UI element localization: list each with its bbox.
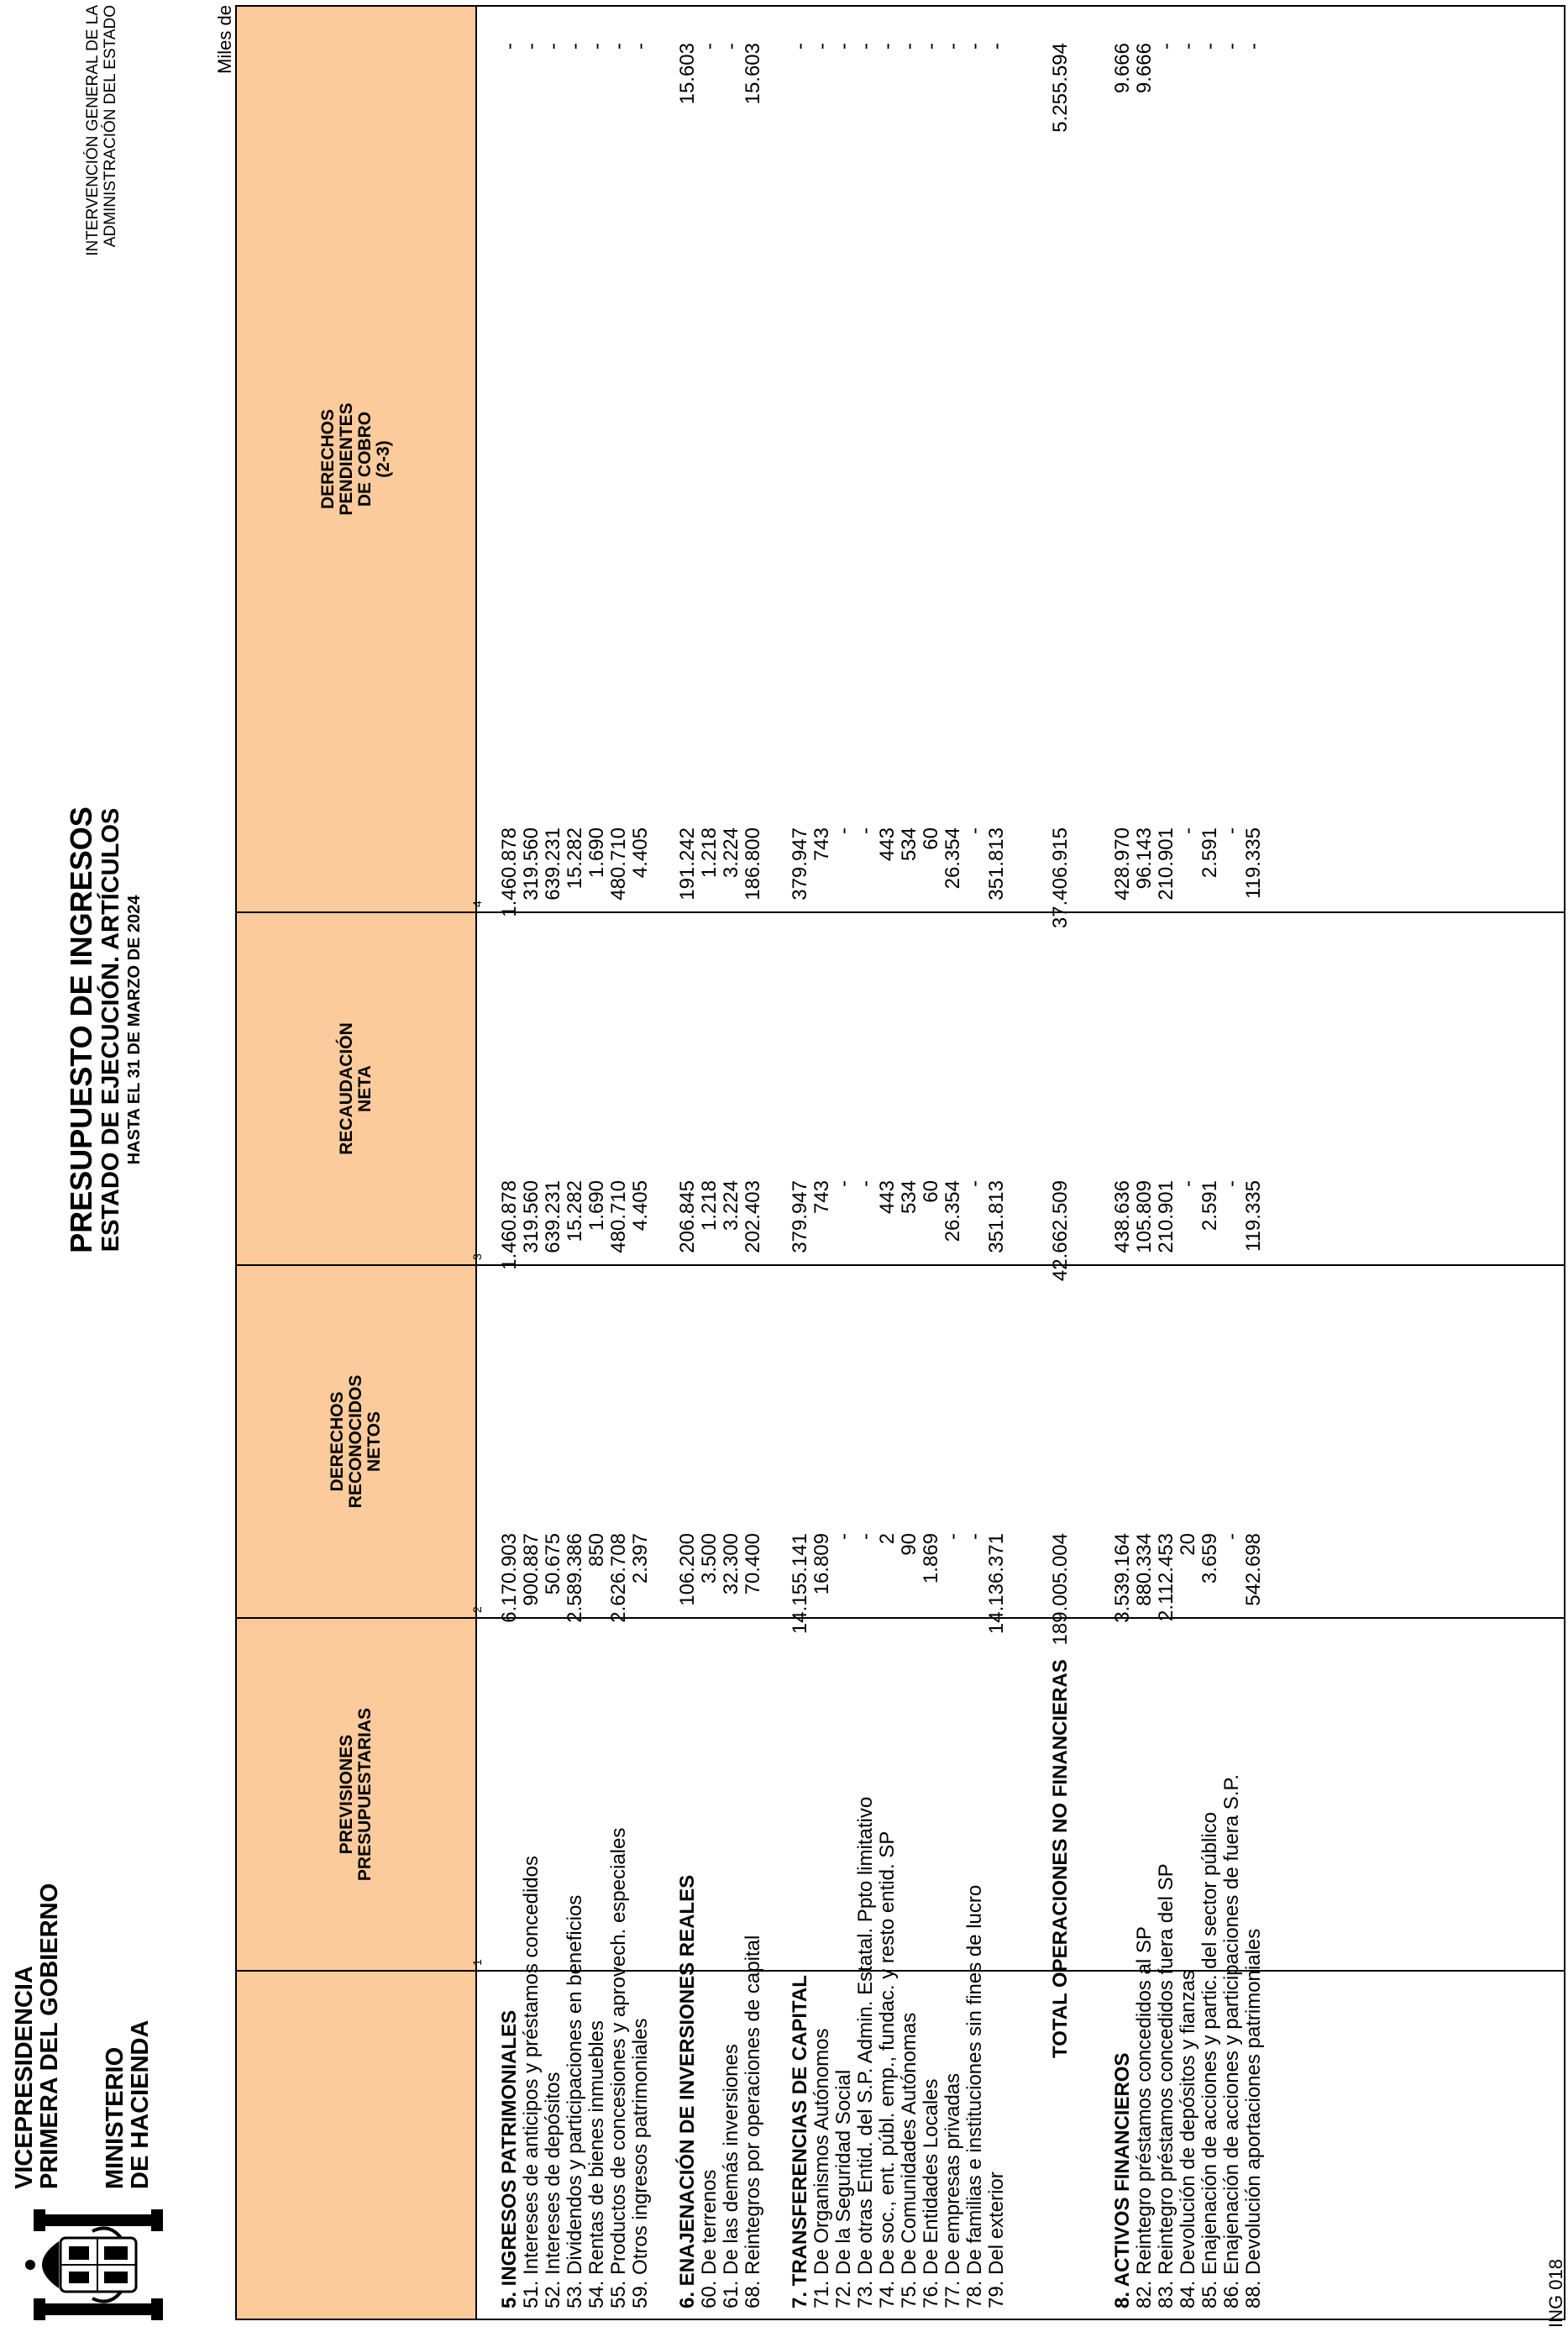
cell-value-col4: 15.603 xyxy=(676,43,699,105)
table-row xyxy=(855,7,877,2319)
row-label: 83. Reintegro préstamos concedidos fuera del SP xyxy=(1155,1863,1177,2308)
cell-value-col3: 534 xyxy=(898,827,920,862)
row-label: 6. ENAJENACIÓN DE INVERSIONES REALES xyxy=(676,1874,699,2308)
cell-value-col4: 15.603 xyxy=(742,43,764,105)
table-row xyxy=(986,7,1008,2319)
cell-value-col2: 15.282 xyxy=(564,1180,586,1242)
cell-value-col1: 2 xyxy=(876,1533,899,1545)
row-label: 8. ACTIVOS FINANCIEROS xyxy=(1111,2052,1134,2308)
table-row xyxy=(608,7,630,2319)
cell-value-col4: 5.255.594 xyxy=(1049,43,1072,133)
cell-value-col1: 70.400 xyxy=(742,1533,764,1595)
org-line1: VICEPRESIDENCIA xyxy=(11,1966,38,2189)
cell-value-col1: 3.539.164 xyxy=(1111,1533,1134,1623)
cell-value-col2: 26.354 xyxy=(941,1180,964,1242)
section-row xyxy=(789,7,811,2319)
row-label: 72. De la Seguridad Social xyxy=(832,2069,855,2308)
row-label: 60. De terrenos xyxy=(698,2169,721,2308)
cell-value-col4: - xyxy=(920,43,942,50)
column-header-label: DERECHOS RECONOCIDOS NETOS xyxy=(328,1374,384,1509)
row-label: 73. De otras Entid. del S.P. Admin. Estatal. Ppto limitativo xyxy=(854,1796,877,2308)
column-header-label: DERECHOS PENDIENTES DE COBRO (2-3) xyxy=(318,402,393,516)
cell-value-col1: 189.005.004 xyxy=(1049,1533,1072,1646)
cell-value-col1: 90 xyxy=(898,1533,920,1556)
cell-value-col1: 32.300 xyxy=(720,1533,742,1595)
cell-value-col3: - xyxy=(1220,827,1243,834)
coat-of-arms-icon xyxy=(8,2206,185,2324)
table-row xyxy=(1156,7,1177,2319)
column-number: 2 xyxy=(470,1606,484,1613)
row-label: 78. De familias e instituciones sin fines de lucro xyxy=(963,1884,986,2308)
cell-value-col3: 60 xyxy=(920,827,942,850)
column-header-3 xyxy=(237,911,477,1264)
cell-value-col2: 3.224 xyxy=(720,1180,742,1232)
row-label: 79. Del exterior xyxy=(985,2172,1008,2308)
ministry-line1: MINISTERIO xyxy=(102,2046,128,2189)
table-row xyxy=(942,7,964,2319)
cell-value-col3: 480.710 xyxy=(607,827,630,901)
cell-value-col4: - xyxy=(941,43,964,50)
table-row xyxy=(543,7,564,2319)
table-row xyxy=(564,7,586,2319)
page-subtitle: ESTADO DE EJECUCIÓN. ARTÍCULOS xyxy=(97,807,124,1253)
row-label: 76. De Entidades Locales xyxy=(920,2078,942,2308)
cell-value-col2: 480.710 xyxy=(607,1180,630,1253)
table-row xyxy=(630,7,652,2319)
cell-value-col2: 351.813 xyxy=(985,1180,1008,1253)
units-label: Miles de xyxy=(214,5,235,74)
cell-value-col4: - xyxy=(520,43,543,50)
cell-value-col3: 379.947 xyxy=(789,827,811,901)
cell-value-col4: - xyxy=(898,43,920,50)
cell-value-col1: 880.334 xyxy=(1133,1533,1156,1606)
cell-value-col4: - xyxy=(629,43,652,50)
cell-value-col2: - xyxy=(1177,1180,1199,1187)
cell-value-col1: 900.887 xyxy=(520,1533,543,1606)
cell-value-col2: 202.403 xyxy=(742,1180,764,1253)
page-title: PRESUPUESTO DE INGRESOS xyxy=(64,806,98,1253)
igae-label xyxy=(84,5,119,291)
cell-value-col3: 191.242 xyxy=(676,827,699,901)
cell-value-col4: - xyxy=(607,43,630,50)
cell-value-col3: 1.218 xyxy=(698,827,721,879)
cell-value-col2: 1.460.878 xyxy=(498,1180,521,1270)
row-label: 75. De Comunidades Autónomas xyxy=(898,2012,920,2308)
cell-value-col4: - xyxy=(498,43,521,50)
cell-value-col3: 743 xyxy=(810,827,833,862)
row-label: 74. De soc., ent. públ. emp., fundac. y resto entid. SP xyxy=(876,1830,899,2308)
cell-value-col3: 319.560 xyxy=(520,827,543,901)
row-label: 85. Enajenación de acciones y partic. del sector público xyxy=(1198,1811,1221,2308)
cell-value-col2: 639.231 xyxy=(542,1180,564,1253)
cell-value-col1: 16.809 xyxy=(810,1533,833,1595)
cell-value-col2: 206.845 xyxy=(676,1180,699,1253)
cell-value-col2: 319.560 xyxy=(520,1180,543,1253)
form-code: ING 018 xyxy=(1545,2259,1566,2328)
cell-value-col1: 2.626.708 xyxy=(607,1533,630,1623)
row-label: 5. INGRESOS PATRIMONIALES xyxy=(498,2009,521,2308)
cell-value-col2: 438.636 xyxy=(1111,1180,1134,1253)
row-label: TOTAL OPERACIONES NO FINANCIERAS xyxy=(1049,1659,1072,2058)
cell-value-col3: 639.231 xyxy=(542,827,564,901)
cell-value-col3: 26.354 xyxy=(941,827,964,890)
cell-value-col4: - xyxy=(963,43,986,50)
table-row xyxy=(1243,7,1265,2319)
cell-value-col4: - xyxy=(832,43,855,50)
cell-value-col1: 14.155.141 xyxy=(789,1533,811,1635)
cell-value-col3: 3.224 xyxy=(720,827,742,879)
cell-value-col2: - xyxy=(963,1180,986,1187)
cell-value-col4: - xyxy=(542,43,564,50)
cell-value-col3: - xyxy=(963,827,986,834)
cell-value-col3: 96.143 xyxy=(1133,827,1156,890)
row-label: 59. Otros ingresos patrimoniales xyxy=(629,2018,652,2308)
cell-value-col2: - xyxy=(832,1180,855,1187)
cell-value-col4: 9.666 xyxy=(1111,43,1134,94)
header-left xyxy=(8,1736,193,2324)
table-row xyxy=(811,7,833,2319)
cell-value-col1: - xyxy=(1220,1533,1243,1540)
cell-value-col4: - xyxy=(1177,43,1199,50)
cell-value-col3: 428.970 xyxy=(1111,827,1134,901)
table-row xyxy=(920,7,942,2319)
cell-value-col4: - xyxy=(585,43,608,50)
column-header-4 xyxy=(237,7,477,911)
table-row xyxy=(721,7,742,2319)
cell-value-col2: 42.662.509 xyxy=(1049,1180,1072,1282)
cell-value-col3: 186.800 xyxy=(742,827,764,901)
cell-value-col2: 443 xyxy=(876,1180,899,1215)
cell-value-col1: 6.170.903 xyxy=(498,1533,521,1623)
cell-value-col4: - xyxy=(876,43,899,50)
ministry-name xyxy=(102,2020,153,2189)
cell-value-col2: 743 xyxy=(810,1180,833,1215)
cell-value-col1: 2.397 xyxy=(629,1533,652,1584)
cell-value-col3: 1.460.878 xyxy=(498,827,521,917)
row-label: 84. Devolución de depósitos y fianzas xyxy=(1177,1970,1199,2308)
cell-value-col4: - xyxy=(720,43,742,50)
cell-value-col3: - xyxy=(832,827,855,834)
cell-value-col1: 3.659 xyxy=(1198,1533,1221,1584)
cell-value-col4: - xyxy=(698,43,721,50)
table-row xyxy=(833,7,855,2319)
column-header-1 xyxy=(237,1617,477,1970)
cell-value-col4: - xyxy=(854,43,877,50)
column-number: 1 xyxy=(470,1959,484,1966)
row-label: 54. Rentas de bienes inmuebles xyxy=(585,2020,608,2308)
cell-value-col2: 2.591 xyxy=(1198,1180,1221,1232)
row-label: 53. Dividendos y participaciones en beneficios xyxy=(564,1894,586,2308)
cell-value-col2: - xyxy=(854,1180,877,1187)
org-line2: PRIMERA DEL GOBIERNO xyxy=(36,1883,63,2189)
cell-value-col4: - xyxy=(810,43,833,50)
date-line: HASTA EL 31 DE MARZO DE 2024 xyxy=(125,895,144,1165)
igae-line1: INTERVENCIÓN GENERAL DE LA xyxy=(84,5,102,256)
row-label: 86. Enajenación de acciones y participaciones de fuera S.P. xyxy=(1220,1774,1243,2308)
column-number: 4 xyxy=(470,901,484,907)
row-label: 61. De las demás inversiones xyxy=(720,2044,742,2308)
section-row xyxy=(499,7,521,2319)
cell-value-col2: - xyxy=(1220,1180,1243,1187)
row-label: 51. Intereses de anticipos y préstamos concedidos xyxy=(520,1856,543,2308)
cell-value-col3: 2.591 xyxy=(1198,827,1221,879)
cell-value-col4: - xyxy=(564,43,586,50)
row-label: 71. De Organismos Autónomos xyxy=(810,2028,833,2308)
row-label: 52. Intereses de depósitos xyxy=(542,2072,564,2308)
cell-value-col3: 1.690 xyxy=(585,827,608,879)
cell-value-col4: - xyxy=(789,43,811,50)
row-label: 68. Reintegros por operaciones de capital xyxy=(742,1935,764,2308)
cell-value-col1: 20 xyxy=(1177,1533,1199,1556)
cell-value-col1: 542.698 xyxy=(1242,1533,1265,1606)
table-row xyxy=(1221,7,1243,2319)
title-block xyxy=(66,568,144,1492)
cell-value-col4: 9.666 xyxy=(1133,43,1156,94)
cell-value-col2: 4.405 xyxy=(629,1180,652,1232)
cell-value-col4: - xyxy=(1198,43,1221,50)
cell-value-col2: 1.218 xyxy=(698,1180,721,1232)
cell-value-col4: - xyxy=(1242,43,1265,50)
cell-value-col1: 3.500 xyxy=(698,1533,721,1584)
cell-value-col1: 850 xyxy=(585,1533,608,1568)
cell-value-col1: - xyxy=(832,1533,855,1540)
table-row xyxy=(1177,7,1199,2319)
cell-value-col3: 351.813 xyxy=(985,827,1008,901)
org-name xyxy=(12,1883,62,2189)
cell-value-col1: - xyxy=(941,1533,964,1540)
section-row xyxy=(677,7,699,2319)
cell-value-col3: 15.282 xyxy=(564,827,586,890)
cell-value-col3: 210.901 xyxy=(1155,827,1177,901)
column-header-label: RECAUDACIÓN NETA xyxy=(337,1022,375,1155)
table-row xyxy=(1199,7,1221,2319)
table-row xyxy=(586,7,608,2319)
cell-value-col1: - xyxy=(963,1533,986,1540)
table-row xyxy=(699,7,721,2319)
cell-value-col1: - xyxy=(854,1533,877,1540)
cell-value-col3: 4.405 xyxy=(629,827,652,879)
cell-value-col4: - xyxy=(1155,43,1177,50)
cell-value-col1: 2.589.386 xyxy=(564,1533,586,1623)
cell-value-col3: 119.335 xyxy=(1242,827,1265,899)
cell-value-col1: 14.136.371 xyxy=(985,1533,1008,1635)
cell-value-col2: 1.690 xyxy=(585,1180,608,1232)
row-label: 77. De empresas privadas xyxy=(941,2072,964,2308)
column-header-label: PREVISIONES PRESUPUESTARIAS xyxy=(337,1707,375,1882)
cell-value-col1: 2.112.453 xyxy=(1155,1533,1177,1621)
cell-value-col2: 534 xyxy=(898,1180,920,1215)
cell-value-col4: - xyxy=(1220,43,1243,50)
cell-value-col1: 106.200 xyxy=(676,1533,699,1606)
cell-value-col2: 210.901 xyxy=(1155,1180,1177,1253)
cell-value-col2: 105.809 xyxy=(1133,1180,1156,1253)
label-column-header xyxy=(237,1970,477,2319)
cell-value-col2: 119.335 xyxy=(1242,1180,1265,1252)
cell-value-col3: - xyxy=(1177,827,1199,834)
cell-value-col3: 443 xyxy=(876,827,899,862)
cell-value-col1: 1.869 xyxy=(920,1533,942,1584)
cell-value-col2: 60 xyxy=(920,1180,942,1203)
cell-value-col4: - xyxy=(985,43,1008,50)
budget-table xyxy=(235,5,1565,2320)
cell-value-col1: 50.675 xyxy=(542,1533,564,1595)
total-row xyxy=(1050,7,1072,2319)
cell-value-col3: 37.406.915 xyxy=(1049,827,1072,929)
row-label: 82. Reintegro préstamos concedidos al SP xyxy=(1133,1926,1156,2308)
table-row xyxy=(964,7,986,2319)
table-row xyxy=(521,7,543,2319)
column-header-2 xyxy=(237,1264,477,1617)
table-row xyxy=(742,7,764,2319)
row-label: 88. Devolución aportaciones patrimoniales xyxy=(1242,1928,1265,2308)
table-row xyxy=(899,7,920,2319)
cell-value-col2: 379.947 xyxy=(789,1180,811,1253)
section-row xyxy=(1112,7,1134,2319)
row-label: 55. Productos de concesiones y aprovech. especiales xyxy=(607,1827,630,2308)
table-row xyxy=(1134,7,1156,2319)
column-number: 3 xyxy=(470,1253,484,1260)
table-row xyxy=(877,7,899,2319)
cell-value-col3: - xyxy=(854,827,877,834)
igae-line2: ADMINISTRACIÓN DEL ESTADO xyxy=(102,5,119,248)
ministry-line2: DE HACIENDA xyxy=(127,2019,154,2189)
row-label: 7. TRANSFERENCIAS DE CAPITAL xyxy=(789,1975,811,2308)
